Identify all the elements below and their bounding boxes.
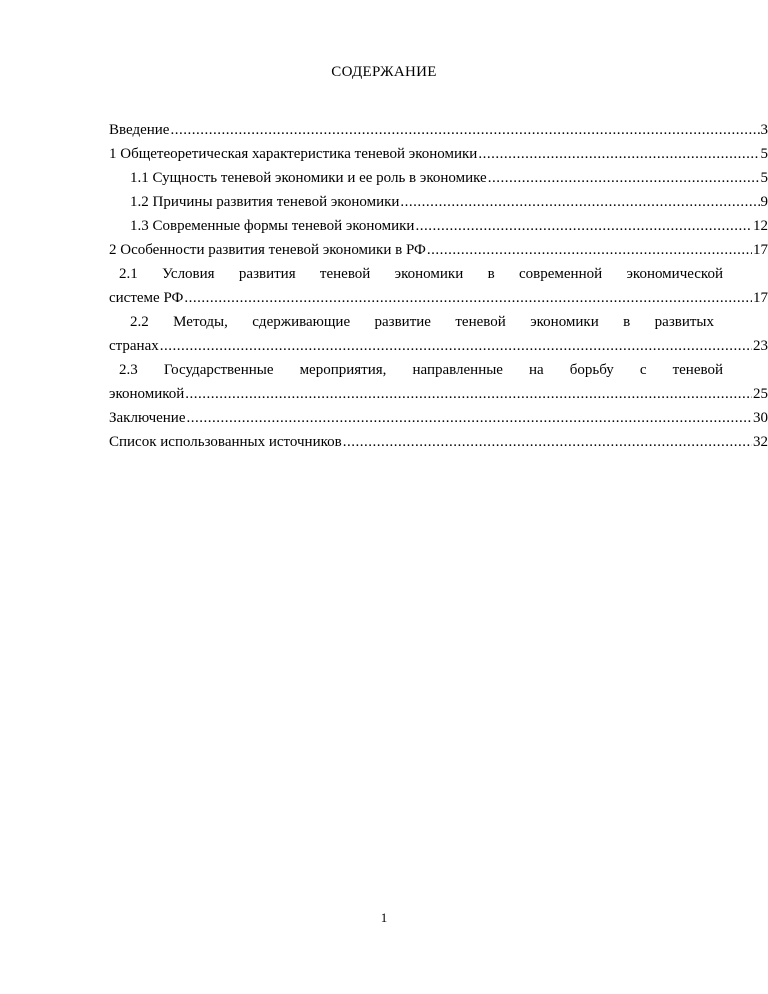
toc-entry-chapter-2[interactable] xyxy=(109,238,768,262)
toc-entry-title: 1.3 Современные формы теневой экономики xyxy=(130,218,415,234)
toc-entry-section-2-3[interactable] xyxy=(109,358,768,406)
toc-page-number: 9 xyxy=(760,194,768,210)
toc-entry-title: Заключение xyxy=(109,410,186,426)
toc-entry-title: 1.1 Сущность теневой экономики и ее роль в экономике xyxy=(130,170,487,186)
toc-entry-title: Введение xyxy=(109,122,170,138)
toc-page-number: 17 xyxy=(753,290,768,306)
toc-entry-title-line2: странах xyxy=(109,338,159,354)
toc-page-number: 12 xyxy=(753,218,768,234)
toc-leader-dots xyxy=(187,406,753,430)
toc-entry-section-1-2[interactable] xyxy=(109,190,768,214)
toc-page-number: 25 xyxy=(753,386,768,402)
toc-entry-title-line1: 2.2 Методы, сдерживающие развитие теневой экономики в развитых xyxy=(130,314,714,330)
toc-entry-title-line2: системе РФ xyxy=(109,290,184,306)
toc-leader-dots xyxy=(160,334,752,358)
toc-entry-section-1-3[interactable] xyxy=(109,214,768,238)
toc-entry-title: 1 Общетеоретическая характеристика теневой экономики xyxy=(109,146,478,162)
toc-leader-dots xyxy=(184,286,752,310)
toc-entry-section-2-1[interactable] xyxy=(109,262,768,310)
toc-page-number: 17 xyxy=(753,242,768,258)
toc-page-number: 32 xyxy=(753,434,768,450)
toc-entry-title-line2: экономикой xyxy=(109,386,185,402)
toc-leader-dots xyxy=(170,118,759,142)
toc-leader-dots xyxy=(427,238,752,262)
page-number: 1 xyxy=(380,910,388,925)
toc-page-number: 5 xyxy=(760,170,768,186)
toc-entry-chapter-1[interactable] xyxy=(109,142,768,166)
toc-entry-section-2-2[interactable] xyxy=(109,310,768,358)
toc-entry-title: 1.2 Причины развития теневой экономики xyxy=(130,194,400,210)
toc-entry-title: Список использованных источников xyxy=(109,434,342,450)
toc-leader-dots xyxy=(400,190,759,214)
toc-entry-title-line1: 2.1 Условия развития теневой экономики в современной экономической xyxy=(119,266,723,282)
toc-page-number: 5 xyxy=(760,146,768,162)
toc-leader-dots xyxy=(343,430,752,454)
toc-entry-intro[interactable] xyxy=(109,118,768,142)
table-of-contents xyxy=(109,118,768,454)
toc-leader-dots xyxy=(415,214,752,238)
toc-entry-section-1-1[interactable] xyxy=(109,166,768,190)
toc-leader-dots xyxy=(185,382,752,406)
toc-leader-dots xyxy=(478,142,759,166)
toc-page-number: 3 xyxy=(760,122,768,138)
toc-entry-title-line1: 2.3 Государственные мероприятия, направленные на борьбу с теневой xyxy=(119,362,723,378)
toc-entry-sources[interactable] xyxy=(109,430,768,454)
toc-page-number: 23 xyxy=(753,338,768,354)
toc-leader-dots xyxy=(488,166,760,190)
toc-entry-conclusion[interactable] xyxy=(109,406,768,430)
page-title: СОДЕРЖАНИЕ xyxy=(331,64,437,80)
toc-entry-title: 2 Особенности развития теневой экономики в РФ xyxy=(109,242,426,258)
toc-page-number: 30 xyxy=(753,410,768,426)
